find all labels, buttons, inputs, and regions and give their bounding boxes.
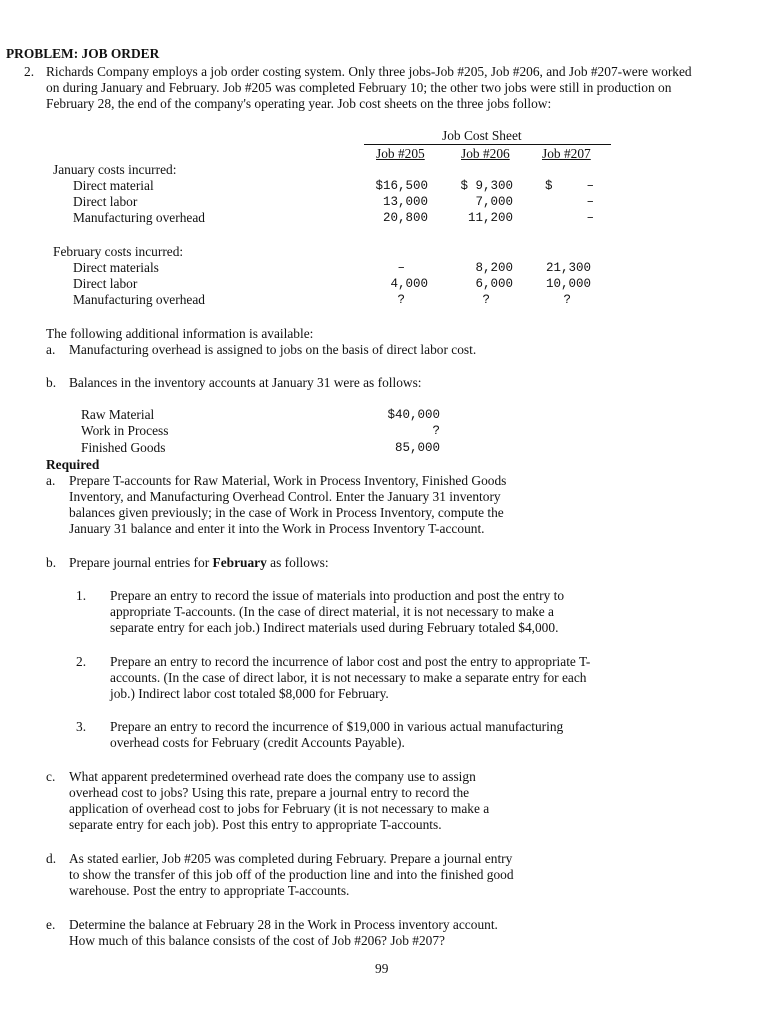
required-c-line: What apparent predetermined overhead rate does the company use to assign	[69, 769, 476, 784]
subitem-line: Prepare an entry to record the issue of materials into production and post the entry to	[110, 588, 565, 603]
cell-206: 7,000	[475, 195, 513, 209]
cell-206: 11,200	[467, 211, 513, 225]
row-label: Manufacturing overhead	[73, 210, 205, 225]
balance-label: Raw Material	[81, 407, 155, 422]
subitem-marker: 1.	[76, 588, 87, 603]
subitem-line: Prepare an entry to record the incurrence of labor cost and post the entry to appropriate T-	[110, 654, 591, 669]
balance-label: Work in Process	[81, 423, 169, 438]
february-label: February costs incurred:	[53, 244, 184, 259]
row-label: Direct material	[73, 178, 154, 193]
row-label: Direct labor	[73, 276, 138, 291]
cell-205: $16,500	[375, 179, 428, 193]
additional-item-a: Manufacturing overhead is assigned to jobs on the basis of direct labor cost.	[69, 342, 477, 357]
required-b-suffix: as follows:	[266, 555, 329, 570]
item-marker: d.	[46, 851, 57, 866]
cell-205: –	[397, 261, 405, 275]
additional-intro: The following additional information is available:	[46, 326, 314, 341]
table-header-rule	[364, 144, 611, 145]
balance-label: Finished Goods	[81, 440, 166, 455]
cell-207: 21,300	[545, 261, 591, 275]
balance-value: ?	[432, 424, 440, 438]
item-marker: b.	[46, 375, 57, 390]
item-marker: e.	[46, 917, 56, 932]
subitem-line: accounts. (In the case of direct labor, it is not necessary to make a separate entry for each	[110, 670, 587, 685]
required-d-line: As stated earlier, Job #205 was completed during February. Prepare a journal entry	[69, 851, 513, 866]
page-number: 99	[375, 961, 389, 976]
cell-206: 8,200	[475, 261, 513, 275]
required-b-bold: February	[212, 555, 267, 570]
required-c-line: application of overhead cost to jobs for February (it is not necessary to make a	[69, 801, 490, 816]
required-heading: Required	[46, 457, 100, 472]
cell-206: $ 9,300	[460, 179, 513, 193]
cell-205: 20,800	[382, 211, 428, 225]
item-marker: a.	[46, 342, 56, 357]
item-marker: a.	[46, 473, 56, 488]
row-label: Direct labor	[73, 194, 138, 209]
subitem-line: appropriate T-accounts. (In the case of direct material, it is not necessary to make a	[110, 604, 554, 619]
cell-206: ?	[482, 293, 490, 307]
subitem-line: Prepare an entry to record the incurrence of $19,000 in various actual manufacturing	[110, 719, 564, 734]
subitem-marker: 3.	[76, 719, 87, 734]
balance-value: $40,000	[387, 408, 440, 422]
required-b-text	[69, 555, 329, 571]
header-job-205: Job #205	[376, 146, 425, 161]
table-caption: Job Cost Sheet	[442, 128, 522, 143]
required-a-line: January 31 balance and enter it into the Work in Process Inventory T-account.	[69, 521, 485, 536]
cell-205: 13,000	[382, 195, 428, 209]
cell-207: –	[586, 211, 594, 225]
problem-number: 2.	[24, 64, 35, 79]
cell-207-dollar: $	[545, 179, 553, 193]
header-job-206: Job #206	[461, 146, 510, 161]
required-c-line: overhead cost to jobs? Using this rate, prepare a journal entry to record the	[69, 785, 470, 800]
subitem-line: separate entry for each job.) Indirect materials used during February totaled $4,000.	[110, 620, 559, 635]
required-a-line: Inventory, and Manufacturing Overhead Control. Enter the January 31 inventory	[69, 489, 501, 504]
cell-206: 6,000	[475, 277, 513, 291]
january-label: January costs incurred:	[53, 162, 177, 177]
required-e-line: How much of this balance consists of the cost of Job #206? Job #207?	[69, 933, 445, 948]
subitem-line: job.) Indirect labor cost totaled $8,000 for February.	[110, 686, 389, 701]
cell-205: ?	[397, 293, 405, 307]
cell-207: 10,000	[545, 277, 591, 291]
cell-205: 4,000	[390, 277, 428, 291]
page-title: PROBLEM: JOB ORDER	[6, 46, 160, 61]
item-marker: b.	[46, 555, 57, 570]
required-b-prefix: Prepare journal entries for	[69, 555, 213, 570]
required-e-line: Determine the balance at February 28 in the Work in Process inventory account.	[69, 917, 498, 932]
balance-value: 85,000	[394, 441, 440, 455]
cell-207: –	[586, 179, 594, 193]
required-c-line: separate entry for each job). Post this entry to appropriate T-accounts.	[69, 817, 442, 832]
problem-line: on during January and February. Job #205 was completed February 10; the other two jobs were still in production on	[46, 80, 672, 95]
required-a-line: balances given previously; in the case of Work in Process Inventory, compute the	[69, 505, 504, 520]
subitem-line: overhead costs for February (credit Accounts Payable).	[110, 735, 405, 750]
required-d-line: warehouse. Post the entry to appropriate T-accounts.	[69, 883, 350, 898]
header-job-207: Job #207	[542, 146, 591, 161]
item-marker: c.	[46, 769, 56, 784]
problem-line: Richards Company employs a job order costing system. Only three jobs-Job #205, Job #206, and Job #207-were worked	[46, 64, 692, 79]
subitem-marker: 2.	[76, 654, 87, 669]
row-label: Manufacturing overhead	[73, 292, 205, 307]
problem-line: February 28, the end of the company's operating year. Job cost sheets on the three jobs follow:	[46, 96, 552, 111]
required-d-line: to show the transfer of this job off of the production line and into the finished good	[69, 867, 514, 882]
cell-207: ?	[563, 293, 571, 307]
cell-207: –	[586, 195, 594, 209]
additional-item-b: Balances in the inventory accounts at January 31 were as follows:	[69, 375, 422, 390]
row-label: Direct materials	[73, 260, 159, 275]
required-a-line: Prepare T-accounts for Raw Material, Work in Process Inventory, Finished Goods	[69, 473, 507, 488]
